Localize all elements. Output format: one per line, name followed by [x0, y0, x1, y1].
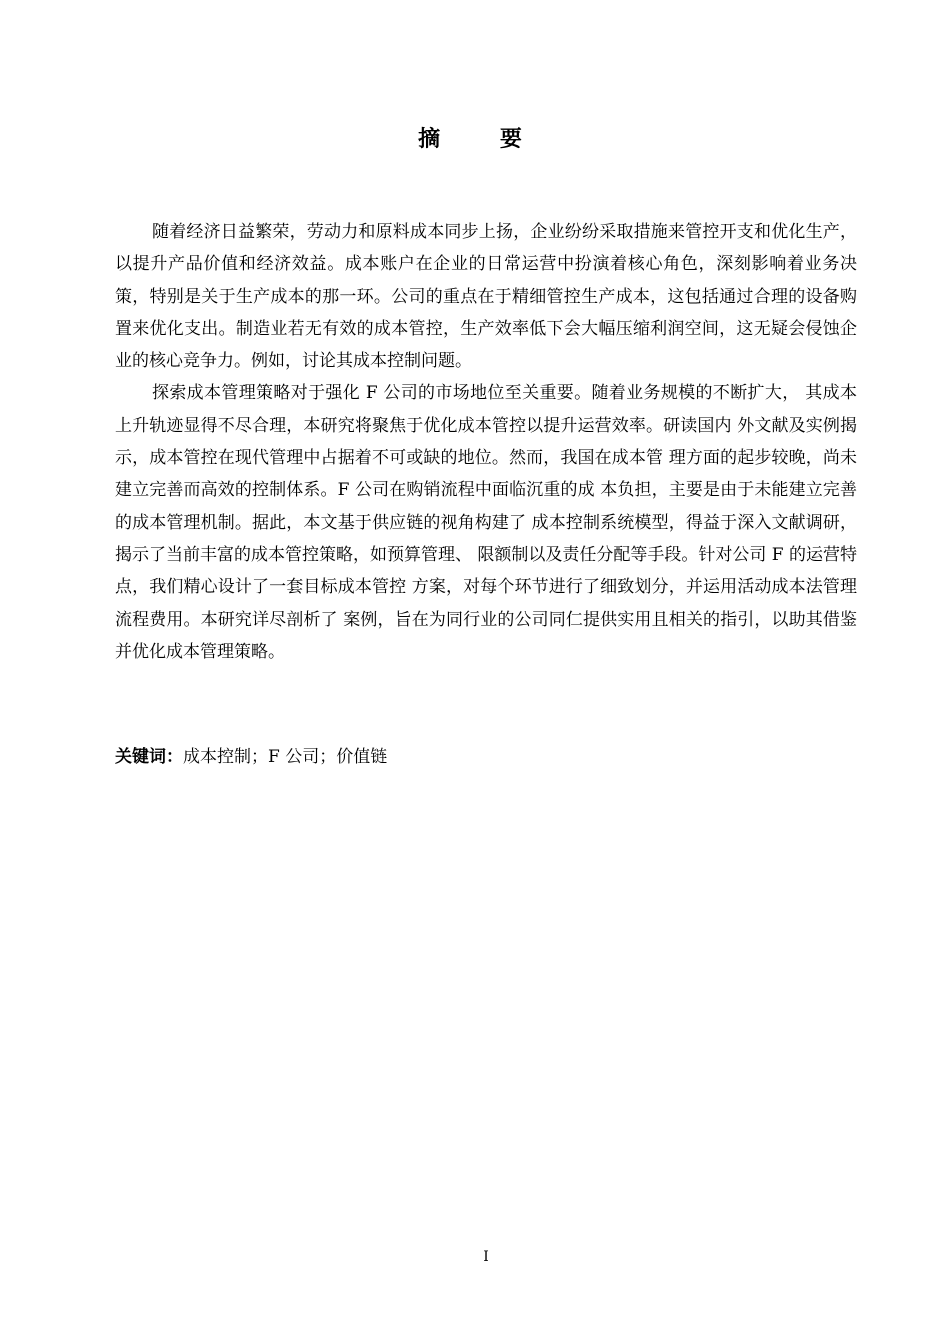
abstract-paragraph-2: 探索成本管理策略对于强化 F 公司的市场地位至关重要。随着业务规模的不断扩大， 其成本上升轨迹显得不尽合理，本研究将聚焦于优化成本管控以提升运营效率。研读国内 外文献及实例揭示，成本管控在现代管理中占据着不可或缺的地位。然而，我国在成本管 理方面的起步较晚，尚未建立完善而高效的控制体系。F 公司在购销流程中面临沉重的成 本负担，主要是由于未能建立完善的成本管理机制。据此，本文基于供应链的视角构建了 成本控制系统模型，得益于深入文献调研，揭示了当前丰富的成本管控策略，如预算管理、 限额制以及责任分配等手段。针对公司 F 的运营特点，我们精心设计了一套目标成本管控 方案，对每个环节进行了细致划分，并运用活动成本法管理流程费用。本研究详尽剖析了 案例，旨在为同行业的公司同仁提供实用且相关的指引，以助其借鉴并优化成本管理策略。: [115, 383, 858, 662]
page-title: 摘 要: [418, 126, 548, 152]
keywords-line: [115, 743, 857, 771]
keywords-value: 成本控制；F 公司；价值链: [183, 747, 388, 767]
abstract-body: [115, 216, 857, 668]
abstract-paragraph-1: 随着经济日益繁荣，劳动力和原料成本同步上扬，企业纷纷采取措施来管控开支和优化生产，以提升产品价值和经济效益。成本账户在企业的日常运营中扮演着核心角色，深刻影响着业务决策，特别是关于生产成本的那一环。公司的重点在于精细管控生产成本，这包括通过合理的设备购置来优化支出。制造业若无有效的成本管控，生产效率低下会大幅压缩利润空间，这无疑会侵蚀企业的核心竞争力。例如，讨论其成本控制问题。: [115, 222, 857, 372]
keywords-label: 关键词：: [115, 747, 183, 767]
page-number: I: [483, 1249, 489, 1265]
